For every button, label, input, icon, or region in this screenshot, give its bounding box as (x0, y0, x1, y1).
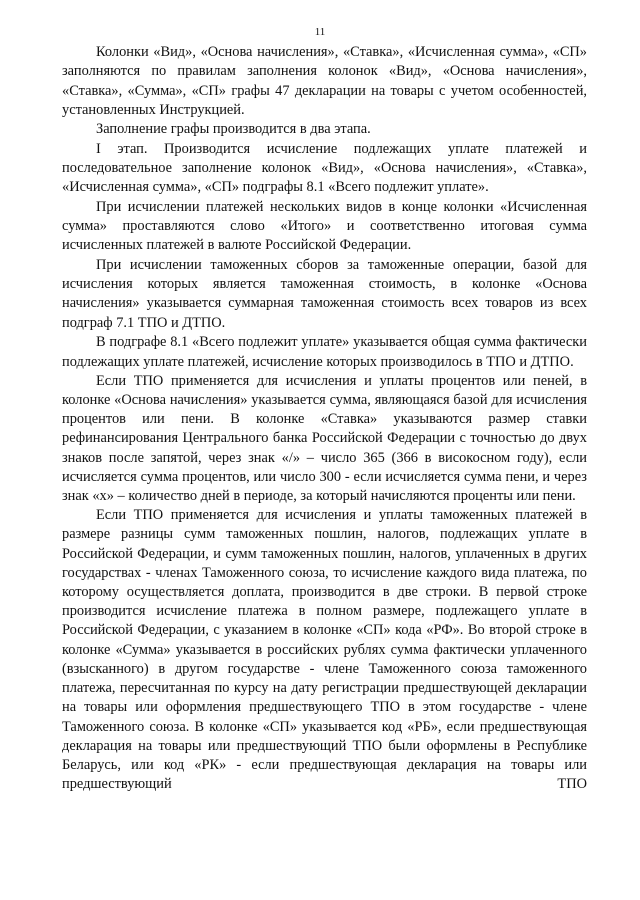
paragraph-interest-penalties: Если ТПО применяется для исчисления и уплаты процентов или пеней, в колонке «Основа начисления» указывается сумма, являющаяся базой для исчисления процентов или пени. В колонке «Ставка» указываются размер ставки рефинансирования Центрального банка Российской Федерации с точностью до двух знаков после запятой, через знак «/» – число 365 (366 в високосном году), если исчисляется сумма процентов, или число 300 - если исчисляется сумма пени, и через знак «х» – количество дней в периоде, за который начисляются проценты или пени. (62, 372, 587, 505)
paragraph-two-stages: Заполнение графы производится в два этапа. (96, 121, 371, 138)
paragraph-payment-difference: Если ТПО применяется для исчисления и уплаты таможенных платежей в размере разницы сумм таможенных пошлин, налогов, подлежащих уплате в Российской Федерации, и сумм таможенных пошлин, налогов, уплаченных в других государствах - членах Таможенного союза, то исчисление каждого вида платежа, по которому осуществляется доплата, производится в две строки. В первой строке производится исчисление платежа в полном размере, подлежащего уплате в Российской Федерации, с указанием в колонке «СП» кода «РФ». Во второй строке в колонке «Сумма» указывается в российских рублях сумма фактически уплаченного (взысканного) в другом государстве - члене Таможенного союза таможенного платежа, пересчитанная по курсу на дату регистрации предшествующей декларации на товары или оформления предшествующего ТПО в этом государстве - члене Таможенного союза. В колонке «СП» указывается код «РБ», если предшествующая декларация на товары или предшествующий ТПО были оформлены в Республике Беларусь, или код «РК» - если предшествующая декларация на товары или предшествующий ТПО (62, 507, 587, 793)
page-number: 11 (314, 26, 326, 38)
document-body (62, 43, 587, 794)
paragraph-total-sum: При исчислении платежей нескольких видов в конце колонки «Исчисленная сумма» проставляются слово «Итого» и соответственно итоговая сумма исчисленных платежей в валюте Российской Федерации. (62, 198, 587, 254)
paragraph-subgraph-8-1: В подграфе 8.1 «Всего подлежит уплате» указывается общая сумма фактически подлежащих уплате платежей, исчисление которых производилось в ТПО и ДТПО. (62, 334, 587, 370)
paragraph-columns-rules: Колонки «Вид», «Основа начисления», «Ставка», «Исчисленная сумма», «СП» заполняются по правилам заполнения колонок «Вид», «Основа начисления», «Ставка», «Сумма», «СП» графы 47 декларации на товары с учетом особенностей, установленных Инструкцией. (62, 44, 587, 119)
paragraph-customs-fees: При исчислении таможенных сборов за таможенные операции, базой для исчисления которых является таможенная стоимость, в колонке «Основа начисления» указывается суммарная таможенная стоимость всех товаров из всех подграф 7.1 ТПО и ДТПО. (62, 256, 587, 331)
paragraph-stage-one: I этап. Производится исчисление подлежащих уплате платежей и последовательное заполнение колонок «Вид», «Основа начисления», «Ставка», «Исчисленная сумма», «СП» подграфы 8.1 «Всего подлежит уплате». (62, 140, 587, 196)
